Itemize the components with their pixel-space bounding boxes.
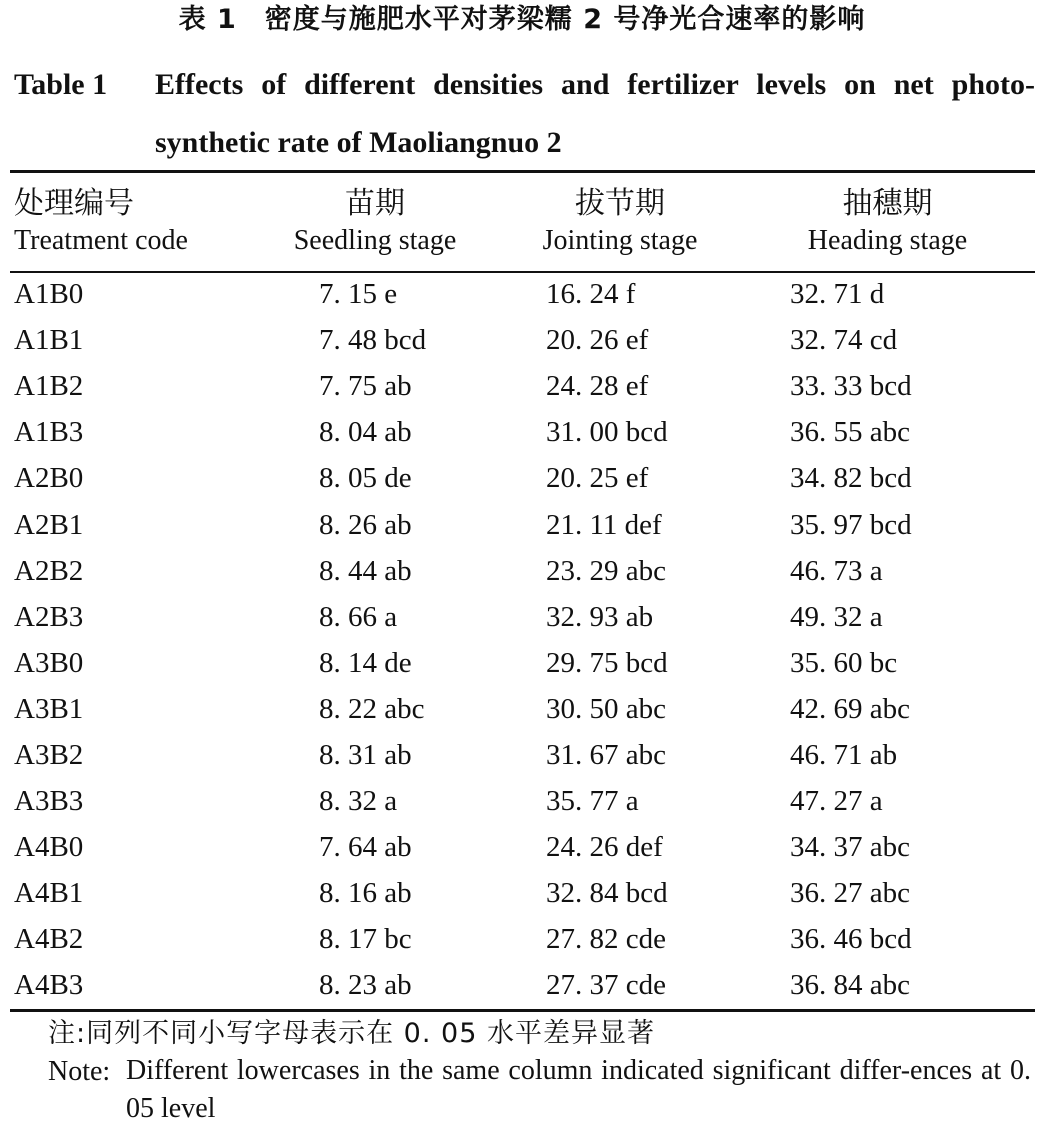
cell-jointing: 20. 25 ef [546,462,649,495]
cell-jointing: 16. 24 f [546,278,636,311]
table-row [10,640,1035,686]
header-heading [740,173,1035,271]
header-seedling-cn: 苗期 [345,186,405,221]
cell-seedling: 8. 04 ab [319,416,412,449]
cell-seedling: 8. 22 abc [319,692,425,725]
cell-jointing: 27. 82 cde [546,923,666,956]
cell-jointing: 31. 00 bcd [546,416,668,449]
cell-heading: 32. 74 cd [790,324,898,357]
cell-heading: 36. 27 abc [790,877,910,910]
table-row [10,778,1035,824]
table-row [10,962,1035,1008]
cell-seedling: 8. 14 de [319,646,412,679]
table-row [10,732,1035,778]
header-jointing [500,173,740,271]
cell-treatment: A1B0 [14,278,84,311]
cell-jointing: 30. 50 abc [546,692,666,725]
cell-jointing: 21. 11 def [546,508,662,541]
cell-heading: 36. 84 abc [790,969,910,1002]
cell-jointing: 32. 84 bcd [546,877,668,910]
table-row [10,271,1035,317]
cell-heading: 34. 82 bcd [790,462,912,495]
cell-seedling: 8. 05 de [319,462,412,495]
cell-treatment: A1B3 [14,416,84,449]
note-en-text: Different lowercases in the same column indicated significant differ-ences at 0. 05 level [126,1055,1031,1124]
cell-heading: 32. 71 d [790,278,885,311]
table-title-cn: 表 1 密度与施肥水平对茅梁糯 2 号净光合速率的影响 [178,4,866,35]
cell-treatment: A3B3 [14,785,84,818]
cell-heading: 47. 27 a [790,785,883,818]
note-en-label: Note: [48,1056,111,1087]
cell-heading: 49. 32 a [790,600,883,633]
header-seedling [250,173,500,271]
cell-treatment: A2B0 [14,462,84,495]
cell-jointing: 31. 67 abc [546,738,666,771]
cell-seedling: 8. 44 ab [319,554,412,587]
cell-treatment: A1B2 [14,370,84,403]
cell-seedling: 7. 15 e [319,278,398,311]
cell-treatment: A4B2 [14,923,84,956]
header-seedling-en: Seedling stage [293,225,457,256]
cell-seedling: 8. 32 a [319,785,398,818]
cell-jointing: 20. 26 ef [546,324,649,357]
cell-seedling: 8. 16 ab [319,877,412,910]
table-row [10,501,1035,547]
cell-jointing: 23. 29 abc [546,554,666,587]
bottom-rule [10,1009,1035,1012]
cell-seedling: 8. 23 ab [319,969,412,1002]
cell-jointing: 29. 75 bcd [546,646,668,679]
header-treatment [10,173,250,271]
table-label: Table 1 [14,68,108,101]
table-title-en-text: Effects of different densities and fertilizer levels on net photo-synthetic rate of Maoliangnuo 2 [155,68,1035,159]
cell-treatment: A3B0 [14,646,84,679]
cell-heading: 33. 33 bcd [790,370,912,403]
cell-seedling: 8. 66 a [319,600,398,633]
cell-treatment: A2B3 [14,600,84,633]
cell-treatment: A3B1 [14,692,84,725]
cell-treatment: A4B3 [14,969,84,1002]
table-row [10,363,1035,409]
cell-treatment: A4B0 [14,831,84,864]
header-jointing-cn: 拔节期 [575,186,665,221]
table-row [10,594,1035,640]
header-treatment-cn: 处理编号 [14,186,134,221]
table-row [10,916,1035,962]
table-row [10,870,1035,916]
cell-jointing: 24. 28 ef [546,370,649,403]
cell-jointing: 35. 77 a [546,785,639,818]
cell-treatment: A1B1 [14,324,84,357]
table-row [10,409,1035,455]
note-cn: 注:同列不同小写字母表示在 0. 05 水平差异显著 [48,1018,655,1049]
cell-treatment: A4B1 [14,877,84,910]
cell-seedling: 7. 75 ab [319,370,412,403]
table-row [10,548,1035,594]
cell-seedling: 8. 31 ab [319,738,412,771]
cell-heading: 46. 71 ab [790,738,898,771]
cell-jointing: 32. 93 ab [546,600,654,633]
cell-heading: 46. 73 a [790,554,883,587]
cell-heading: 35. 97 bcd [790,508,912,541]
table-row [10,824,1035,870]
cell-heading: 36. 55 abc [790,416,910,449]
header-jointing-en: Jointing stage [542,225,698,256]
table-row [10,455,1035,501]
table-row [10,317,1035,363]
cell-seedling: 7. 64 ab [319,831,412,864]
cell-heading: 34. 37 abc [790,831,910,864]
cell-treatment: A2B1 [14,508,84,541]
data-table [10,173,1035,1009]
table-row [10,686,1035,732]
cell-jointing: 27. 37 cde [546,969,666,1002]
cell-treatment: A2B2 [14,554,84,587]
cell-seedling: 8. 17 bc [319,923,412,956]
cell-seedling: 7. 48 bcd [319,324,427,357]
cell-heading: 42. 69 abc [790,692,910,725]
header-heading-en: Heading stage [807,225,968,256]
header-row [10,173,1035,271]
cell-heading: 35. 60 bc [790,646,898,679]
header-treatment-en: Treatment code [14,225,188,256]
cell-jointing: 24. 26 def [546,831,663,864]
cell-heading: 36. 46 bcd [790,923,912,956]
cell-treatment: A3B2 [14,738,84,771]
cell-seedling: 8. 26 ab [319,508,412,541]
table-body [10,271,1035,1009]
header-heading-cn: 抽穗期 [842,186,933,221]
